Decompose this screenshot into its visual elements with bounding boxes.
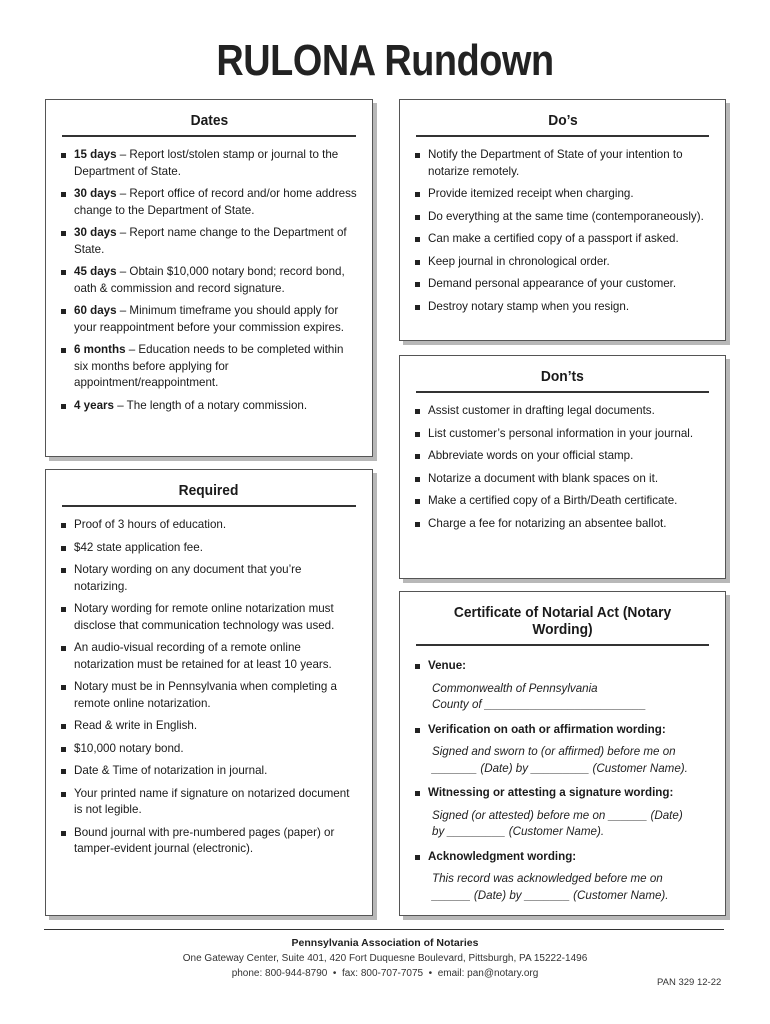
dates-item-period: 30 days xyxy=(74,226,117,239)
required-item: Your printed name if signature on notarized document is not legible. xyxy=(60,786,358,819)
donts-item: Notarize a document with blank spaces on it. xyxy=(414,471,711,488)
required-item: Proof of 3 hours of education. xyxy=(60,517,358,534)
dates-item-period: 6 months xyxy=(74,343,126,356)
certificate-section-label xyxy=(414,658,711,675)
certificate-section-label xyxy=(414,785,711,802)
dates-item-period: 45 days xyxy=(74,265,117,278)
dates-item-text: – Report office of record and/or home address change to the Department of State. xyxy=(74,187,357,217)
required-item: $10,000 notary bond. xyxy=(60,741,358,758)
donts-item: List customer’s personal information in your journal. xyxy=(414,426,711,443)
required-heading: Required xyxy=(62,482,356,507)
dos-box xyxy=(399,99,726,341)
certificate-wording-line: Commonwealth of Pennsylvania xyxy=(432,681,598,695)
certificate-section-label xyxy=(414,722,711,739)
dates-item-text: – The length of a notary commission. xyxy=(113,398,308,412)
donts-item: Make a certified copy of a Birth/Death certificate. xyxy=(414,493,711,510)
footer-address: One Gateway Center, Suite 401, 420 Fort Duquesne Boulevard, Pittsburgh, PA 15222-1496 xyxy=(182,953,588,964)
certificate-label-text: Acknowledgment wording: xyxy=(428,849,577,863)
dates-item xyxy=(60,264,358,297)
dates-item-period: 60 days xyxy=(74,304,117,317)
dates-item-text: – Minimum timeframe you should apply for your reappointment before your commission expires. xyxy=(74,304,345,334)
required-item: Bound journal with pre-numbered pages (paper) or tamper-evident journal (electronic). xyxy=(60,825,358,858)
dates-heading: Dates xyxy=(62,112,356,137)
dates-item xyxy=(60,342,358,392)
required-item: Notary wording on any document that you’re notarizing. xyxy=(60,562,358,595)
dos-item: Keep journal in chronological order. xyxy=(414,254,711,271)
donts-box xyxy=(399,355,726,579)
certificate-wording-line: County of _________________________ xyxy=(432,698,647,711)
dates-box xyxy=(45,99,373,457)
dates-item-text: – Report name change to the Department of State. xyxy=(74,226,347,256)
required-item: $42 state application fee. xyxy=(60,540,358,557)
dates-item xyxy=(60,225,358,258)
certificate-label-text: Venue: xyxy=(428,659,467,672)
dates-item-text: – Obtain $10,000 notary bond; record bond, oath & commission and record signature. xyxy=(74,265,345,295)
certificate-wording-line: ______ (Date) by _______ (Customer Name). xyxy=(432,888,669,902)
dates-item xyxy=(60,303,358,336)
dates-item xyxy=(60,398,358,415)
dos-list xyxy=(400,147,725,315)
footer-divider xyxy=(44,929,724,930)
dos-item: Provide itemized receipt when charging. xyxy=(414,186,711,203)
dates-list xyxy=(46,147,372,414)
certificate-section-label xyxy=(414,849,711,866)
dos-item: Notify the Department of State of your intention to notarize remotely. xyxy=(414,147,711,180)
certificate-wording-line: Signed (or attested) before me on ______ (Date) xyxy=(432,808,683,822)
dates-item-period: 30 days xyxy=(74,187,117,200)
dates-item-period: 4 years xyxy=(74,398,114,412)
dates-item-period: 15 days xyxy=(74,148,117,161)
required-item: Read & write in English. xyxy=(60,718,358,735)
certificate-body xyxy=(400,658,725,904)
certificate-wording xyxy=(432,744,711,777)
dates-item-text: – Education needs to be completed within six months before applying for appointment/reappointment. xyxy=(74,343,344,389)
certificate-box xyxy=(399,591,726,916)
certificate-wording-line: Signed and sworn to (or affirmed) before me on xyxy=(432,745,676,758)
donts-item: Charge a fee for notarizing an absentee ballot. xyxy=(414,516,711,533)
required-item: Date & Time of notarization in journal. xyxy=(60,763,358,780)
page-title: RULONA Rundown xyxy=(216,36,554,85)
required-item: An audio-visual recording of a remote online notarization must be retained for at least 10 years. xyxy=(60,640,358,673)
document-code: PAN 329 12-22 xyxy=(657,977,722,988)
footer-org: Pennsylvania Association of Notaries xyxy=(291,937,479,949)
dates-item-text: – Report lost/stolen stamp or journal to the Department of State. xyxy=(74,148,339,178)
certificate-label-text: Verification on oath or affirmation wording: xyxy=(428,722,666,736)
certificate-wording xyxy=(432,681,711,714)
footer-contact: phone: 800-944-8790 • fax: 800-707-7075 • email: pan@notary.org xyxy=(231,968,539,979)
donts-item: Assist customer in drafting legal documents. xyxy=(414,403,711,420)
certificate-wording xyxy=(432,808,711,841)
certificate-heading: Certificate of Notarial Act (Notary Wording) xyxy=(416,604,709,646)
dates-item xyxy=(60,186,358,219)
donts-list xyxy=(400,403,725,532)
certificate-label-text: Witnessing or attesting a signature wording: xyxy=(428,786,674,799)
dates-item xyxy=(60,147,358,180)
certificate-wording-line: This record was acknowledged before me on xyxy=(432,872,663,885)
donts-item: Abbreviate words on your official stamp. xyxy=(414,448,711,465)
donts-heading: Don’ts xyxy=(416,368,709,393)
certificate-wording-line: _______ (Date) by _________ (Customer Name). xyxy=(432,761,688,775)
dos-item: Can make a certified copy of a passport if asked. xyxy=(414,231,711,248)
certificate-wording xyxy=(432,871,711,904)
required-box xyxy=(45,469,373,916)
required-item: Notary wording for remote online notarization must disclose that communication technology was used. xyxy=(60,601,358,634)
dos-item: Do everything at the same time (contemporaneously). xyxy=(414,209,711,226)
required-item: Notary must be in Pennsylvania when completing a remote online notarization. xyxy=(60,679,358,712)
dos-heading: Do’s xyxy=(416,112,709,137)
required-list xyxy=(46,517,372,858)
dos-item: Destroy notary stamp when you resign. xyxy=(414,299,711,316)
dos-item: Demand personal appearance of your customer. xyxy=(414,276,711,293)
certificate-wording-line: by _________ (Customer Name). xyxy=(432,825,605,838)
